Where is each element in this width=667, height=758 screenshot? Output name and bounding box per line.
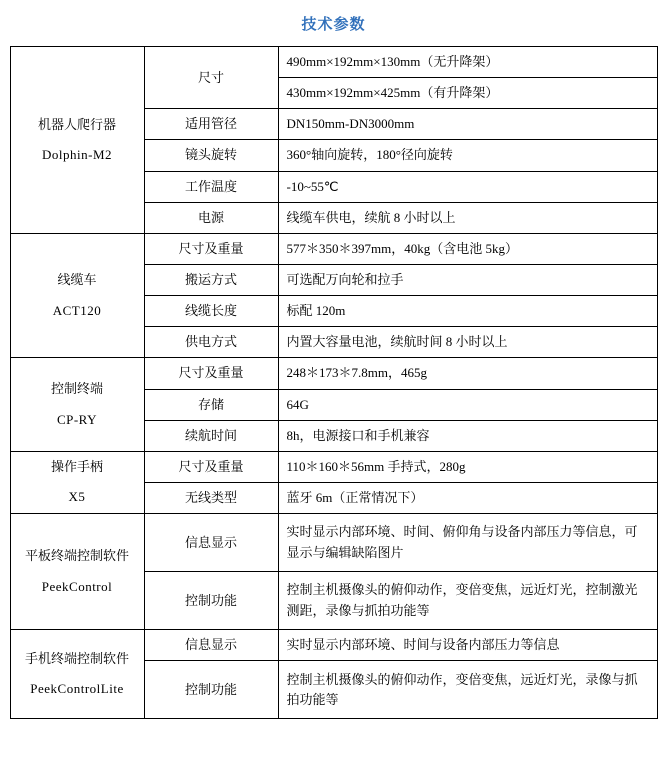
value-cell: 577＊350＊397mm，40kg（含电池 5kg） bbox=[278, 233, 657, 264]
key-cell: 存储 bbox=[144, 389, 278, 420]
value-cell: 内置大容量电池，续航时间 8 小时以上 bbox=[278, 327, 657, 358]
category-model: Dolphin-M2 bbox=[42, 146, 112, 162]
category-cell-phone-software bbox=[10, 630, 144, 719]
category-cell-tablet-software bbox=[10, 514, 144, 630]
value-cell: 64G bbox=[278, 389, 657, 420]
key-cell: 控制功能 bbox=[144, 661, 278, 719]
value-cell: 490mm×192mm×130mm（无升降架） bbox=[278, 47, 657, 78]
key-cell: 电源 bbox=[144, 202, 278, 233]
table-row bbox=[10, 514, 657, 572]
table-row bbox=[10, 451, 657, 482]
key-cell: 信息显示 bbox=[144, 514, 278, 572]
category-model: CP-RY bbox=[56, 411, 98, 427]
category-cell-cable-car bbox=[10, 233, 144, 358]
key-cell: 工作温度 bbox=[144, 171, 278, 202]
key-cell: 尺寸及重量 bbox=[144, 233, 278, 264]
value-cell: 标配 120m bbox=[278, 296, 657, 327]
key-cell: 尺寸及重量 bbox=[144, 451, 278, 482]
category-name-cn: 平板终端控制软件 bbox=[24, 548, 129, 564]
category-model: X5 bbox=[68, 489, 86, 505]
category-name-cn: 机器人爬行器 bbox=[37, 116, 116, 132]
table-row bbox=[10, 630, 657, 661]
table-row bbox=[10, 358, 657, 389]
page-title: 技术参数 bbox=[301, 16, 366, 33]
key-cell: 镜头旋转 bbox=[144, 140, 278, 171]
value-cell: 蓝牙 6m（正常情况下） bbox=[278, 482, 657, 513]
category-cell-control-terminal bbox=[10, 358, 144, 451]
value-cell: 实时显示内部环境、时间与设备内部压力等信息 bbox=[278, 630, 657, 661]
key-cell: 无线类型 bbox=[144, 482, 278, 513]
category-model: PeekControlLite bbox=[30, 681, 124, 697]
key-cell: 搬运方式 bbox=[144, 264, 278, 295]
value-cell: 360°轴向旋转，180°径向旋转 bbox=[278, 140, 657, 171]
value-cell: 控制主机摄像头的俯仰动作，变倍变焦，远近灯光，录像与抓拍功能等 bbox=[278, 661, 657, 719]
table-row bbox=[10, 233, 657, 264]
value-cell: 248＊173＊7.8mm，465g bbox=[278, 358, 657, 389]
key-cell: 控制功能 bbox=[144, 572, 278, 630]
category-cell-joystick bbox=[10, 451, 144, 513]
key-cell: 续航时间 bbox=[144, 420, 278, 451]
value-cell: 110＊160＊56mm 手持式，280g bbox=[278, 451, 657, 482]
value-cell: 可选配万向轮和拉手 bbox=[278, 264, 657, 295]
key-cell: 信息显示 bbox=[144, 630, 278, 661]
category-name-cn: 线缆车 bbox=[57, 272, 97, 288]
value-cell: 实时显示内部环境、时间、俯仰角与设备内部压力等信息，可显示与编辑缺陷图片 bbox=[278, 514, 657, 572]
value-cell: 8h，电源接口和手机兼容 bbox=[278, 420, 657, 451]
key-cell: 尺寸及重量 bbox=[144, 358, 278, 389]
value-cell: DN150mm-DN3000mm bbox=[278, 109, 657, 140]
category-name-cn: 手机终端控制软件 bbox=[24, 651, 129, 667]
spec-table bbox=[10, 46, 658, 719]
table-row bbox=[10, 47, 657, 78]
value-cell: 线缆车供电，续航 8 小时以上 bbox=[278, 202, 657, 233]
key-cell: 适用管径 bbox=[144, 109, 278, 140]
value-cell: -10~55℃ bbox=[278, 171, 657, 202]
key-cell: 线缆长度 bbox=[144, 296, 278, 327]
value-cell: 430mm×192mm×425mm（有升降架） bbox=[278, 78, 657, 109]
category-cell-robot bbox=[10, 47, 144, 234]
value-cell: 控制主机摄像头的俯仰动作，变倍变焦，远近灯光，控制激光测距，录像与抓拍功能等 bbox=[278, 572, 657, 630]
category-name-cn: 操作手柄 bbox=[50, 459, 103, 475]
category-model: PeekControl bbox=[41, 578, 113, 594]
key-cell: 尺寸 bbox=[144, 47, 278, 109]
key-cell: 供电方式 bbox=[144, 327, 278, 358]
category-name-cn: 控制终端 bbox=[50, 381, 103, 397]
category-model: ACT120 bbox=[52, 302, 102, 318]
